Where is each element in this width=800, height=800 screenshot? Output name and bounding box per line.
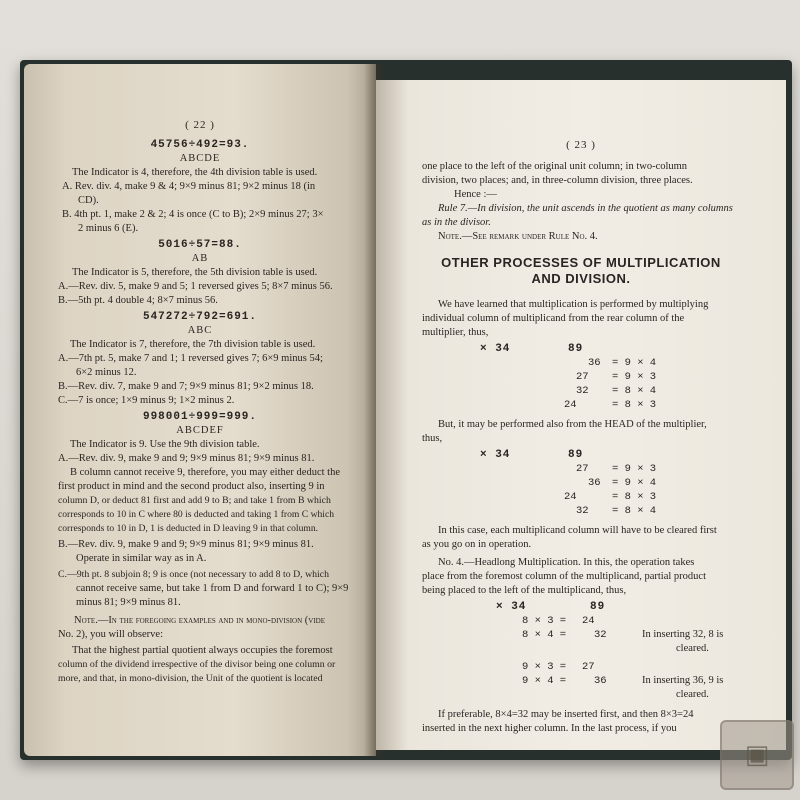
text-line: A.—7th pt. 5, make 7 and 1; 1 reversed gives 7; 6×9 minus 54;	[58, 353, 323, 364]
text-line: multiplier, thus,	[422, 327, 489, 338]
equation: = 9 × 3	[612, 463, 657, 475]
text-line: CD).	[78, 195, 99, 206]
text-line: No. 4.—Headlong Multiplication. In this, the operation takes	[438, 557, 695, 568]
text-line: B.—Rev. div. 7, make 9 and 7; 9×9 minus 81; 9×2 minus 18.	[58, 381, 314, 392]
equation: 8 × 3 =	[522, 615, 567, 627]
section-heading-2: AND DIVISION.	[531, 271, 631, 286]
remark: cleared.	[676, 689, 709, 700]
text-line: B.—Rev. div. 9, make 9 and 9; 9×9 minus 81; 9×9 minus 81.	[58, 539, 314, 550]
equation: 9 × 4 =	[522, 675, 567, 687]
product: 27	[576, 463, 589, 475]
text-line: In this case, each multiplicand column will have to be cleared first	[438, 525, 717, 536]
page-number-23: ( 23 )	[566, 139, 596, 151]
column-labels: ABC	[187, 325, 213, 336]
multiplier: × 34	[496, 601, 527, 613]
equation: = 9 × 3	[612, 371, 657, 383]
text-line: column D, or deduct 81 first and add 9 to B; and take 1 from B which	[58, 495, 331, 506]
text-line: Hence :—	[454, 189, 497, 200]
text-line: minus 81; 9×9 minus 81.	[76, 597, 181, 608]
equation: 8 × 4 =	[522, 629, 567, 641]
section-heading: OTHER PROCESSES OF MULTIPLICATION	[441, 255, 721, 270]
text-line: first product in mind and the second product also, inserting 9 in	[58, 481, 325, 492]
text-line: The Indicator is 4, therefore, the 4th division table is used.	[72, 167, 318, 178]
right-page	[376, 80, 786, 750]
text-line: We have learned that multiplication is performed by multiplying	[438, 299, 709, 310]
text-line: cannot receive same, but take 1 from D and forward 1 to C); 9×9	[76, 583, 349, 594]
rule-7-cont: as in the divisor.	[422, 217, 491, 228]
text-line: C.—9th pt. 8 subjoin 8; 9 is once (not necessary to add 8 to D, which	[58, 569, 330, 580]
product: 32	[576, 385, 589, 397]
equation: 5016÷57=88.	[158, 239, 242, 251]
equation: = 8 × 3	[612, 399, 657, 411]
product: 36	[588, 357, 601, 369]
multiplicand: 89	[590, 601, 606, 613]
multiplier: × 34	[480, 449, 511, 461]
text-line: The Indicator is 9. Use the 9th division table.	[70, 439, 260, 450]
text-line: being placed to the left of the multiplicand, thus,	[422, 585, 627, 596]
product: 24	[564, 399, 577, 411]
product: 32	[594, 629, 607, 641]
text-line: If preferable, 8×4=32 may be inserted first, and then 8×3=24	[438, 709, 694, 720]
product: 27	[576, 371, 589, 383]
note-line: Note.—In the foregoing examples and in mono-division (vide	[74, 615, 326, 626]
column-labels: ABCDE	[179, 153, 221, 164]
text-line: 2 minus 6 (E).	[78, 223, 139, 234]
equation: = 9 × 4	[612, 357, 657, 369]
text-line: one place to the left of the original unit column; in two-column	[422, 161, 688, 172]
watermark-seal: ▣	[720, 720, 794, 790]
text-line: Operate in similar way as in A.	[76, 553, 207, 564]
text-line: The Indicator is 5, therefore, the 5th division table is used.	[72, 267, 318, 278]
column-labels: ABCDEF	[176, 425, 224, 436]
product: 32	[576, 505, 589, 517]
text-line: A.—Rev. div. 5, make 9 and 5; 1 reversed gives 5; 8×7 minus 56.	[58, 281, 333, 292]
equation: 45756÷492=93.	[150, 139, 250, 151]
product: 36	[594, 675, 607, 687]
text-line: place from the foremost column of the multiplicand, partial product	[422, 571, 706, 582]
text-line: 6×2 minus 12.	[76, 367, 137, 378]
equation: = 9 × 4	[612, 477, 657, 489]
equation: = 8 × 4	[612, 385, 657, 397]
rule-7: Rule 7.—In division, the unit ascends in the quotient as many columns	[438, 203, 733, 214]
multiplicand: 89	[568, 343, 584, 355]
equation: 9 × 3 =	[522, 661, 567, 673]
remark: In inserting 36, 9 is	[642, 675, 724, 686]
text-line: B column cannot receive 9, therefore, you may either deduct the	[70, 467, 340, 478]
equation: 998001÷999=999.	[142, 411, 258, 423]
text-line: corresponds to 10 in C where 80 is deducted and taking 1 from C which	[58, 509, 335, 520]
note-line: Note.—See remark under Rule No. 4.	[438, 231, 598, 242]
product: 24	[582, 615, 595, 627]
page-number-22: ( 22 )	[185, 119, 215, 131]
left-page	[24, 64, 376, 756]
text-line: A.—Rev. div. 9, make 9 and 9; 9×9 minus 81; 9×9 minus 81.	[58, 453, 315, 464]
text-line: A. Rev. div. 4, make 9 & 4; 9×9 minus 81; 9×2 minus 18 (in	[62, 181, 316, 192]
product: 24	[564, 491, 577, 503]
text-line: But, it may be performed also from the HEAD of the multiplier,	[438, 419, 707, 430]
equation: = 8 × 4	[612, 505, 657, 517]
text-line: as you go on in operation.	[422, 539, 532, 550]
remark: cleared.	[676, 643, 709, 654]
multiplicand: 89	[568, 449, 584, 461]
text-line: individual column of multiplicand from the rear column of the	[422, 313, 685, 324]
text-line: column of the dividend irrespective of the divisor being one column or	[58, 659, 336, 670]
product: 36	[588, 477, 601, 489]
text-line: thus,	[422, 433, 443, 444]
text-line: B.—5th pt. 4 double 4; 8×7 minus 56.	[58, 295, 218, 306]
column-labels: AB	[191, 253, 209, 264]
text-line: corresponds to 10 in D, 1 is deducted in D leaving 9 in that column.	[58, 523, 319, 534]
text-line: C.—7 is once; 1×9 minus 9; 1×2 minus 2.	[58, 395, 235, 406]
text-line: No. 2), you will observe:	[58, 629, 163, 640]
equation: 547272÷792=691.	[142, 311, 258, 323]
text-line: That the highest partial quotient always occupies the foremost	[72, 645, 333, 656]
equation: = 8 × 3	[612, 491, 657, 503]
multiplier: × 34	[480, 343, 511, 355]
text-line: The Indicator is 7, therefore, the 7th division table is used.	[70, 339, 316, 350]
text-line: B. 4th pt. 1, make 2 & 2; 4 is once (C to B); 2×9 minus 27; 3×	[62, 209, 324, 220]
remark: In inserting 32, 8 is	[642, 629, 724, 640]
text-line: division, two places; and, in three-column division, three places.	[422, 175, 693, 186]
text-line: inserted in the next higher column. In the last process, if you	[422, 723, 677, 734]
product: 27	[582, 661, 595, 673]
text-line: more, and that, in mono-division, the Unit of the quotient is located	[58, 673, 323, 684]
